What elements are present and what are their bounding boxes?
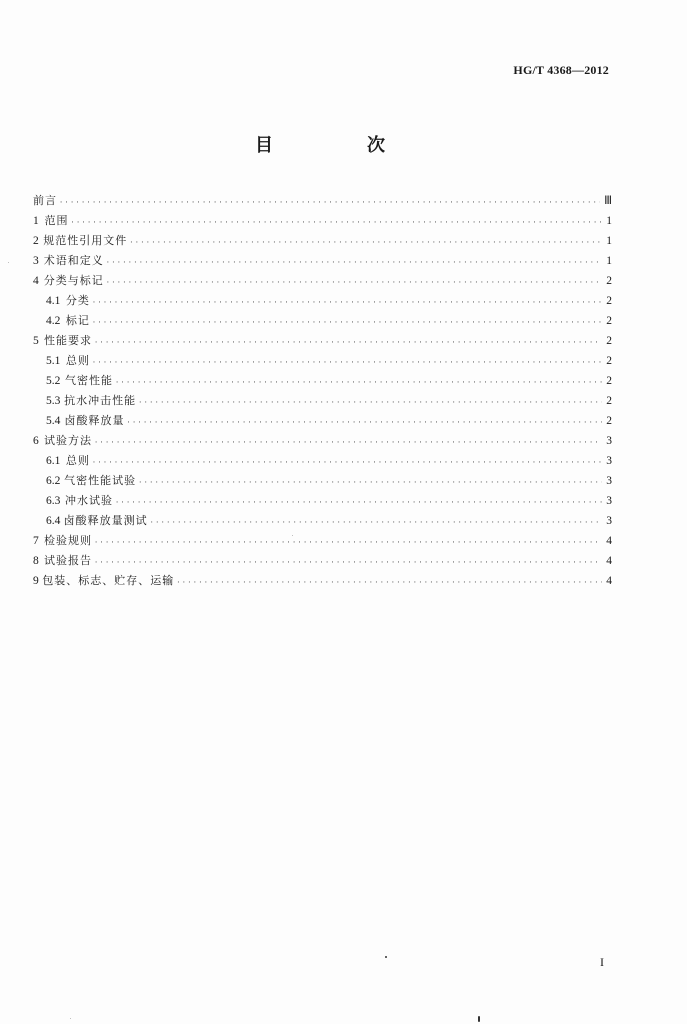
toc-entry-number: 5.2 (46, 375, 61, 387)
toc-entry-label: 试验报告 (43, 554, 92, 567)
toc-entry-label: 试验方法 (43, 434, 92, 447)
dot-leader (92, 293, 602, 313)
toc-entry-number: 4 (33, 275, 39, 287)
scan-speck (478, 1016, 480, 1022)
standard-code: HG/T 4368—2012 (513, 63, 609, 77)
toc-entry-label: 分类与标记 (43, 274, 104, 287)
toc-entry-6-2[interactable] (33, 471, 612, 491)
toc-entry-test-methods[interactable] (33, 431, 612, 451)
toc-entry-page: 2 (606, 355, 612, 367)
scan-speck (292, 535, 293, 536)
toc-entry-page: 1 (606, 235, 613, 247)
toc-entry-page: 2 (606, 395, 613, 407)
toc-entry-page: 1 (606, 215, 612, 227)
toc-entry-page: 1 (606, 255, 612, 267)
toc-entry-classification[interactable] (33, 271, 612, 291)
dot-leader (92, 453, 602, 473)
dot-leader (70, 213, 601, 233)
toc-entry-number: 5.3 (46, 395, 61, 407)
toc-entry-number: 3 (33, 255, 39, 267)
toc-entry-page: 3 (606, 515, 612, 527)
toc-entry-label: 卤酸释放量测试 (63, 514, 148, 527)
dot-leader (92, 353, 602, 373)
dot-leader (115, 493, 602, 513)
dot-leader (106, 273, 602, 293)
toc-entry-label: 性能要求 (43, 334, 92, 347)
toc-entry-label: 规范性引用文件 (43, 234, 128, 247)
scan-speck (385, 956, 387, 958)
toc-entry-label: 前言 (33, 194, 57, 207)
toc-entry-number: 1 (33, 215, 39, 227)
toc-entry-label: 检验规则 (43, 534, 92, 547)
dot-leader (92, 313, 602, 333)
toc-entry-label: 标记 (65, 314, 90, 327)
toc-entry-terms[interactable] (33, 251, 612, 271)
toc-entry-4-2[interactable] (33, 311, 612, 331)
toc-entry-number: 5.4 (46, 415, 61, 427)
dot-leader (176, 573, 602, 593)
toc-entry-performance[interactable] (33, 331, 612, 351)
toc-entry-foreword[interactable] (33, 191, 612, 211)
toc-entry-label: 分类 (65, 294, 90, 307)
toc-entry-normative-references[interactable] (33, 231, 612, 251)
toc-entry-5-3[interactable] (33, 391, 612, 411)
toc-entry-label: 气密性能 (64, 374, 113, 387)
toc-entry-5-2[interactable] (33, 371, 612, 391)
toc-entry-page: 2 (606, 415, 612, 427)
dot-leader (138, 393, 602, 413)
toc-entry-packaging[interactable] (33, 571, 612, 591)
toc-entry-6-3[interactable] (33, 491, 612, 511)
toc-entry-6-1[interactable] (33, 451, 612, 471)
toc-entry-number: 7 (33, 535, 39, 547)
dot-leader (115, 373, 602, 393)
toc-entry-page: 3 (606, 435, 612, 447)
toc-entry-label: 卤酸释放量 (64, 414, 125, 427)
toc-entry-number: 2 (33, 235, 39, 247)
toc-entry-page: 2 (606, 335, 612, 347)
dot-leader (129, 233, 602, 253)
toc-entry-number: 5.1 (46, 355, 61, 367)
toc-entry-page: Ⅲ (604, 195, 612, 207)
scan-speck (70, 1018, 71, 1019)
toc-entry-label: 术语和定义 (43, 254, 104, 267)
toc-entry-number: 9 (33, 575, 39, 587)
toc-entry-number: 6.4 (46, 515, 61, 527)
toc-entry-6-4[interactable] (33, 511, 612, 531)
dot-leader (106, 253, 602, 273)
toc-entry-number: 6 (33, 435, 39, 447)
toc-entry-number: 5 (33, 335, 39, 347)
toc-entry-5-1[interactable] (33, 351, 612, 371)
table-of-contents (33, 191, 612, 591)
toc-entry-scope[interactable] (33, 211, 612, 231)
toc-entry-label: 抗水冲击性能 (64, 394, 137, 407)
dot-leader (127, 413, 602, 433)
toc-entry-label: 冲水试验 (64, 494, 113, 507)
toc-entry-5-4[interactable] (33, 411, 612, 431)
toc-title: 目 次 (255, 135, 423, 156)
toc-entry-page: 2 (606, 315, 612, 327)
toc-entry-number: 6.3 (46, 495, 61, 507)
toc-entry-number: 8 (33, 555, 39, 567)
toc-entry-page: 4 (606, 555, 612, 567)
toc-entry-page: 3 (606, 475, 613, 487)
toc-entry-label: 范围 (44, 214, 69, 227)
toc-entry-inspection-rules[interactable] (33, 531, 612, 551)
toc-entry-page: 2 (606, 275, 612, 287)
toc-entry-page: 2 (606, 295, 612, 307)
toc-entry-4-1[interactable] (33, 291, 612, 311)
dot-leader (94, 433, 601, 453)
page-folio: I (600, 955, 604, 969)
scan-speck (8, 262, 9, 263)
toc-entry-test-report[interactable] (33, 551, 612, 571)
toc-entry-page: 3 (606, 495, 612, 507)
toc-entry-page: 2 (606, 375, 612, 387)
toc-entry-label: 包装、标志、贮存、运输 (42, 574, 175, 587)
toc-entry-number: 4.1 (46, 295, 61, 307)
toc-entry-page: 4 (606, 575, 612, 587)
toc-entry-page: 4 (606, 535, 612, 547)
toc-entry-label: 气密性能试验 (64, 474, 137, 487)
toc-entry-number: 6.1 (46, 455, 61, 467)
toc-entry-page: 3 (606, 455, 612, 467)
dot-leader (59, 193, 600, 213)
dot-leader (94, 333, 601, 353)
dot-leader (94, 533, 601, 553)
toc-entry-number: 4.2 (46, 315, 61, 327)
toc-entry-label: 总则 (65, 454, 90, 467)
dot-leader (138, 473, 602, 493)
toc-entry-number: 6.2 (46, 475, 61, 487)
toc-entry-label: 总则 (65, 354, 90, 367)
dot-leader (150, 513, 603, 533)
dot-leader (94, 553, 601, 573)
